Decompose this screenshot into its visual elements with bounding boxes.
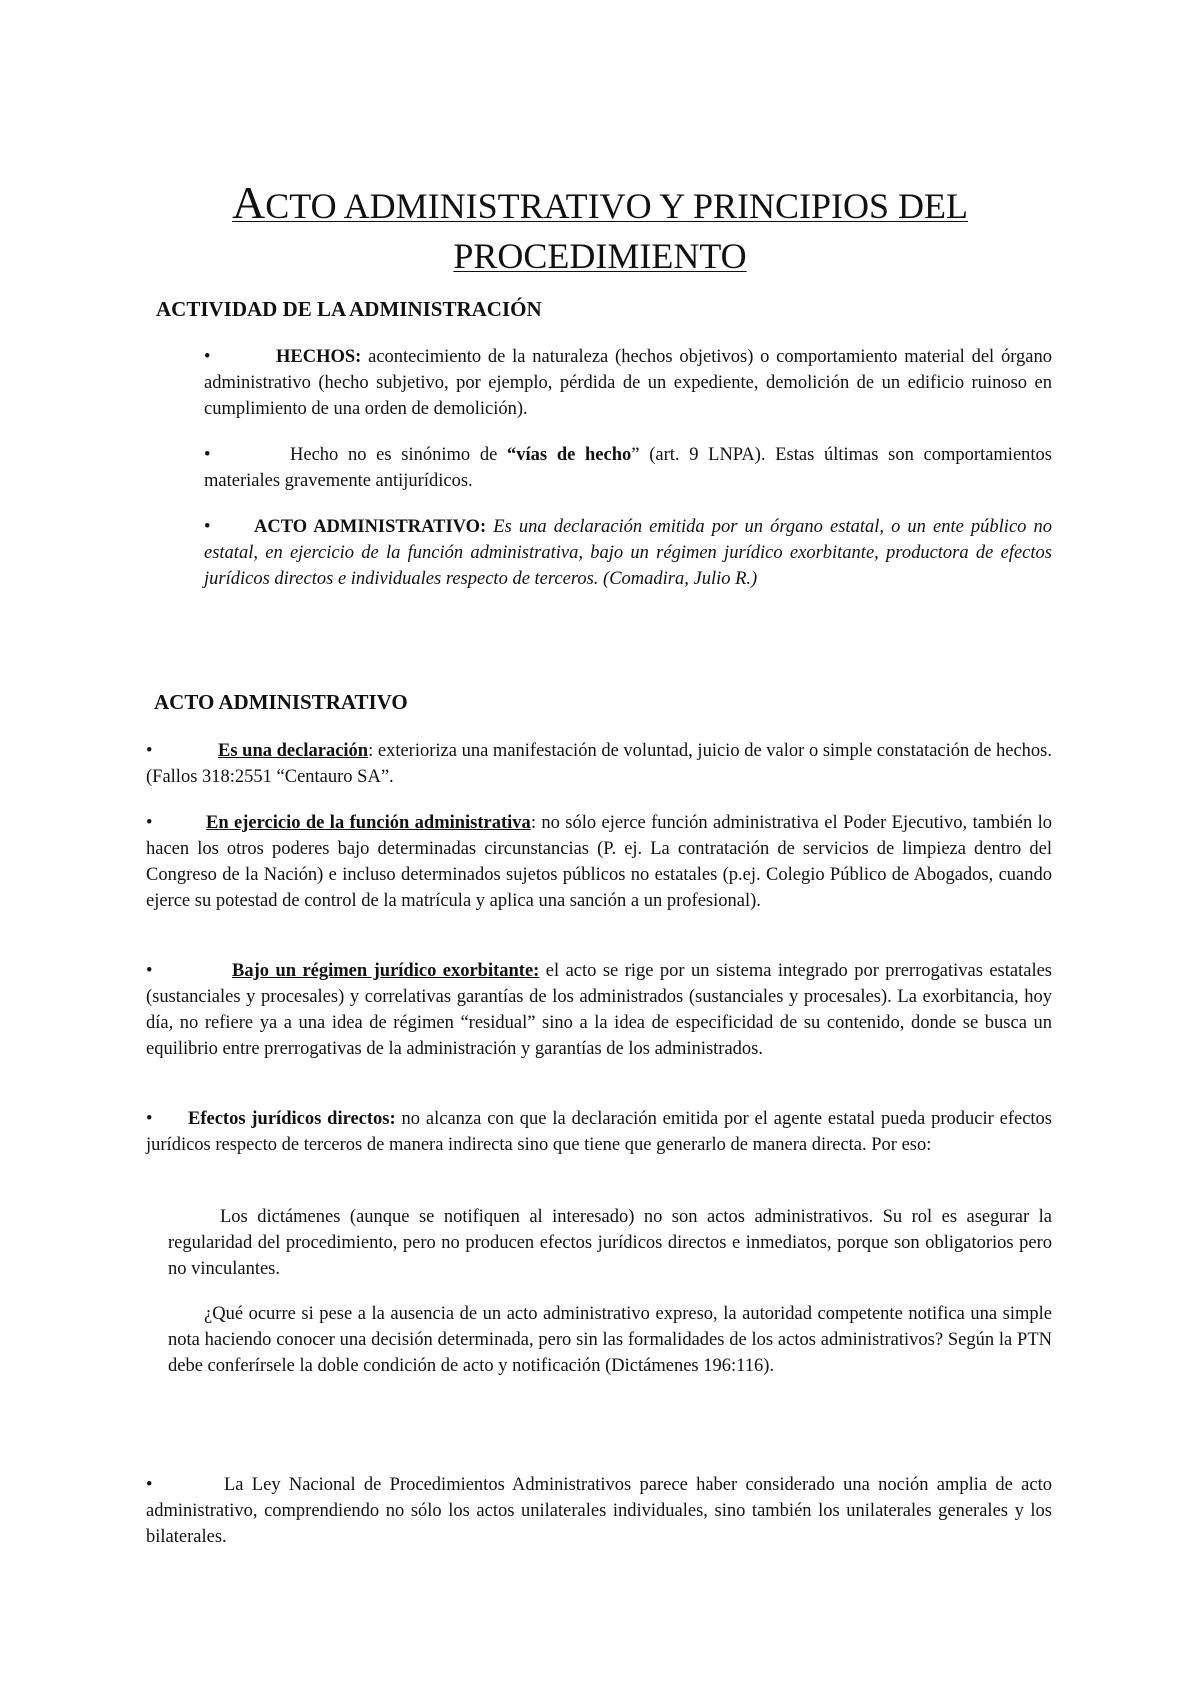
item-text: : no sólo ejerce función administrativa el Poder Ejecutivo, también lo hacen los otros poderes bajo determinadas circunstancias (P. ej. La contratación de servicios de limpieza dentro del Congreso de la Nación) e incluso determinados sujetos públicos no estatales (p.ej. Colegio Público de Abogados, cuando ejerce su potestad de control de la matrícula y aplica una sanción a un profesional). <box>146 813 1053 911</box>
item-text: acontecimiento de la naturaleza (hechos objetivos) o comportamiento material del órgano administrativo (hecho subjetivo, por ejemplo, pérdida de un expediente, demolición de un edificio ruinoso en cumplimiento de una orden de demolición). <box>204 347 1052 419</box>
bullet-icon: • <box>146 1475 153 1495</box>
list-item-regimen-exorbitante <box>146 958 1052 1062</box>
item-label: Bajo un régimen jurídico exorbitante: <box>232 961 540 981</box>
bullet-icon: • <box>146 813 153 833</box>
item-text-after: ” (art. 9 LNPA). Estas últimas son comportamientos materiales gravemente antijurídicos. <box>204 445 1052 491</box>
bullet-icon: • <box>204 517 211 537</box>
paragraph-dictamenes: Los dictámenes (aunque se notifiquen al interesado) no son actos administrativos. Su rol es asegurar la regularidad del procedimiento, pero no producen efectos jurídicos directos e inmediatos, porque son obligatorios pero no vinculantes. <box>168 1207 1052 1279</box>
item-text: : exterioriza una manifestación de voluntad, juicio de valor o simple constatación de hechos. (Fallos 318:2551 “Centauro SA”. <box>146 741 1052 787</box>
item-label: Efectos jurídicos directos: <box>188 1109 396 1129</box>
section-heading-actividad: ACTIVIDAD DE LA ADMINISTRACIÓN <box>156 297 542 321</box>
item-label: En ejercicio de la función administrativa <box>206 813 531 833</box>
item-label: ACTO ADMINISTRATIVO: <box>254 517 487 537</box>
item-label: HECHOS: <box>276 347 362 367</box>
bullet-icon: • <box>204 347 211 367</box>
bullet-icon: • <box>204 445 211 465</box>
item-text: La Ley Nacional de Procedimientos Administrativos parece haber considerado una noción amplia de acto administrativo, comprendiendo no sólo los actos unilaterales individuales, sino también los unilaterales generales y los bilaterales. <box>146 1475 1052 1547</box>
document-title <box>0 178 1200 281</box>
item-text-before: Hecho no es sinónimo de <box>290 445 508 465</box>
item-text: el acto se rige por un sistema integrado por prerrogativas estatales (sustanciales y procesales) y correlativas garantías de los administrados (sustanciales y procesales). La exorbitancia, hoy día, no refiere ya a una idea de régimen “residual” sino a la idea de especificidad de su contenido, donde se busca un equilibrio entre prerrogativas de la administración y garantías de los administrados. <box>146 961 1052 1059</box>
list-item-acto-administrativo <box>204 514 1052 592</box>
list-item-lnpa <box>146 1472 1052 1550</box>
item-definition: Es una declaración emitida por un órgano estatal, o un ente público no estatal, en ejercicio de la función administrativa, bajo un régimen jurídico exorbitante, productora de efectos jurídicos directos e individuales respecto de terceros. (Comadira, Julio R.) <box>204 517 1052 589</box>
list-item-vias-de-hecho <box>204 442 1052 494</box>
list-item-hechos <box>204 344 1052 422</box>
title-line-2: PROCEDIMIENTO <box>453 236 747 276</box>
list-item-funcion-administrativa <box>146 810 1052 914</box>
title-initial-cap: A <box>232 177 266 228</box>
list-item-declaracion <box>146 738 1052 790</box>
title-line-1 <box>0 178 1200 231</box>
paragraph-nota-simple: ¿Qué ocurre si pese a la ausencia de un acto administrativo expreso, la autoridad competente notifica una simple nota haciendo conocer una decisión determinada, pero sin las formalidades de los actos administrativos? Según la PTN debe conferírsele la doble condición de acto y notificación (Dictámenes 196:116). <box>168 1304 1052 1376</box>
section-heading-acto: ACTO ADMINISTRATIVO <box>154 690 408 714</box>
bullet-icon: • <box>146 1109 153 1129</box>
bullet-icon: • <box>146 961 153 981</box>
item-text: no alcanza con que la declaración emitida por el agente estatal pueda producir efectos jurídicos respecto de terceros de manera indirecta sino que tiene que generarlo de manera directa. Por eso: <box>146 1109 1052 1155</box>
item-label: Es una declaración <box>218 741 369 761</box>
bullet-icon: • <box>146 741 153 761</box>
item-quoted-term: “vías de hecho <box>507 445 632 465</box>
list-item-efectos-juridicos <box>146 1106 1052 1158</box>
title-line-1-text: CTO ADMINISTRATIVO Y PRINCIPIOS DEL <box>265 186 968 226</box>
